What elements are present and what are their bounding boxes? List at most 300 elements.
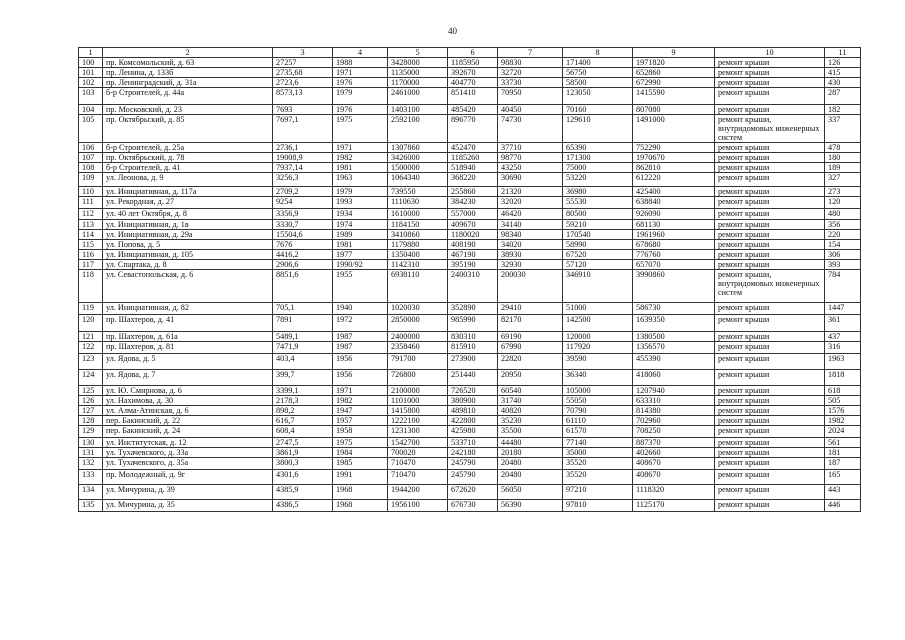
cell-row-number: 120 bbox=[79, 315, 103, 332]
cell-cost-city: 105000 bbox=[563, 386, 633, 396]
cell-cost-fund: 242180 bbox=[448, 448, 498, 458]
cell-year: 1968 bbox=[333, 485, 388, 500]
cell-total-cost: 1170000 bbox=[388, 78, 448, 88]
cell-area: 898,2 bbox=[273, 406, 333, 416]
cell-row-number: 116 bbox=[79, 250, 103, 260]
table-row bbox=[79, 220, 861, 230]
cell-cost-fund: 452470 bbox=[448, 143, 498, 153]
cell-cost-region: 35230 bbox=[498, 416, 563, 426]
cell-total-cost: 1307860 bbox=[388, 143, 448, 153]
column-header-row bbox=[79, 48, 861, 58]
cell-total-cost: 2100000 bbox=[388, 386, 448, 396]
cell-area: 7937,14 bbox=[273, 163, 333, 173]
cell-cost-owners: 1970670 bbox=[633, 153, 715, 163]
cell-address: ул. 40 лет Октября, д. 8 bbox=[103, 209, 273, 220]
cell-row-number: 109 bbox=[79, 173, 103, 187]
cell-total-cost: 1184150 bbox=[388, 220, 448, 230]
cell-address: пр. Октябрьский, д. 78 bbox=[103, 153, 273, 163]
cell-cost-per-sqm: 1963 bbox=[825, 354, 861, 370]
cell-cost-city: 58990 bbox=[563, 240, 633, 250]
cell-work-type: ремонт крыши bbox=[715, 250, 825, 260]
table-row bbox=[79, 370, 861, 386]
cell-work-type: ремонт крыши bbox=[715, 332, 825, 342]
cell-cost-per-sqm: 154 bbox=[825, 240, 861, 250]
cell-total-cost: 2592100 bbox=[388, 115, 448, 143]
cell-cost-region: 29410 bbox=[498, 303, 563, 315]
cell-address: ул. Тухачевского, д. 35а bbox=[103, 458, 273, 470]
cell-year: 1977 bbox=[333, 250, 388, 260]
cell-total-cost: 1350400 bbox=[388, 250, 448, 260]
cell-cost-fund: 726520 bbox=[448, 386, 498, 396]
table-row bbox=[79, 458, 861, 470]
cell-cost-city: 120000 bbox=[563, 332, 633, 342]
table-row bbox=[79, 470, 861, 485]
cell-work-type: ремонт крыши bbox=[715, 105, 825, 115]
cell-year: 1988 bbox=[333, 58, 388, 68]
cell-cost-per-sqm: 165 bbox=[825, 470, 861, 485]
cell-row-number: 100 bbox=[79, 58, 103, 68]
repair-register-table bbox=[78, 47, 861, 512]
column-header: 5 bbox=[388, 48, 448, 58]
cell-year: 1979 bbox=[333, 187, 388, 197]
cell-work-type: ремонт крыши bbox=[715, 342, 825, 354]
cell-year: 1993 bbox=[333, 197, 388, 209]
cell-cost-region: 98770 bbox=[498, 153, 563, 163]
cell-cost-owners: 807080 bbox=[633, 105, 715, 115]
cell-cost-owners: 681130 bbox=[633, 220, 715, 230]
cell-cost-per-sqm: 181 bbox=[825, 448, 861, 458]
cell-cost-owners: 657070 bbox=[633, 260, 715, 270]
cell-cost-owners: 1125170 bbox=[633, 500, 715, 512]
cell-cost-fund: 245790 bbox=[448, 470, 498, 485]
cell-area: 7891 bbox=[273, 315, 333, 332]
cell-row-number: 135 bbox=[79, 500, 103, 512]
table-row bbox=[79, 153, 861, 163]
cell-address: ул. Ядова, д. 5 bbox=[103, 354, 273, 370]
cell-cost-region: 70950 bbox=[498, 88, 563, 105]
cell-cost-city: 67520 bbox=[563, 250, 633, 260]
cell-row-number: 122 bbox=[79, 342, 103, 354]
cell-work-type: ремонт крыши bbox=[715, 354, 825, 370]
column-header: 7 bbox=[498, 48, 563, 58]
cell-cost-per-sqm: 1447 bbox=[825, 303, 861, 315]
cell-cost-owners: 1380500 bbox=[633, 332, 715, 342]
column-header: 4 bbox=[333, 48, 388, 58]
column-header: 9 bbox=[633, 48, 715, 58]
cell-cost-owners: 402660 bbox=[633, 448, 715, 458]
cell-cost-per-sqm: 478 bbox=[825, 143, 861, 153]
cell-cost-region: 37710 bbox=[498, 143, 563, 153]
cell-cost-per-sqm: 180 bbox=[825, 153, 861, 163]
cell-area: 27257 bbox=[273, 58, 333, 68]
cell-row-number: 101 bbox=[79, 68, 103, 78]
cell-cost-region: 22820 bbox=[498, 354, 563, 370]
cell-total-cost: 2358460 bbox=[388, 342, 448, 354]
cell-cost-owners: 1356570 bbox=[633, 342, 715, 354]
cell-work-type: ремонт крыши bbox=[715, 500, 825, 512]
cell-area: 2178,3 bbox=[273, 396, 333, 406]
cell-total-cost: 1231300 bbox=[388, 426, 448, 438]
cell-year: 1981 bbox=[333, 240, 388, 250]
cell-cost-per-sqm: 393 bbox=[825, 260, 861, 270]
cell-area: 3256,3 bbox=[273, 173, 333, 187]
cell-cost-city: 51000 bbox=[563, 303, 633, 315]
cell-address: ул. Институтская, д. 12 bbox=[103, 438, 273, 448]
cell-work-type: ремонт крыши bbox=[715, 68, 825, 78]
cell-cost-city: 58500 bbox=[563, 78, 633, 88]
column-header: 2 bbox=[103, 48, 273, 58]
cell-total-cost: 791700 bbox=[388, 354, 448, 370]
cell-work-type: ремонт крыши bbox=[715, 426, 825, 438]
cell-area: 616,7 bbox=[273, 416, 333, 426]
cell-cost-owners: 1207940 bbox=[633, 386, 715, 396]
cell-cost-region: 98830 bbox=[498, 58, 563, 68]
cell-row-number: 126 bbox=[79, 396, 103, 406]
cell-work-type: ремонт крыши bbox=[715, 58, 825, 68]
cell-cost-per-sqm: 273 bbox=[825, 187, 861, 197]
cell-cost-region: 60540 bbox=[498, 386, 563, 396]
table-row bbox=[79, 143, 861, 153]
cell-work-type: ремонт крыши bbox=[715, 220, 825, 230]
cell-cost-per-sqm: 356 bbox=[825, 220, 861, 230]
cell-address: ул. Инициативная, д. 29а bbox=[103, 230, 273, 240]
cell-row-number: 117 bbox=[79, 260, 103, 270]
cell-cost-city: 36980 bbox=[563, 187, 633, 197]
cell-year: 1958 bbox=[333, 426, 388, 438]
cell-address: ул. Ядова, д. 7 bbox=[103, 370, 273, 386]
cell-cost-city: 55530 bbox=[563, 197, 633, 209]
cell-cost-region: 34140 bbox=[498, 220, 563, 230]
cell-cost-region: 21320 bbox=[498, 187, 563, 197]
cell-cost-region: 32930 bbox=[498, 260, 563, 270]
page-number: 40 bbox=[448, 26, 457, 36]
cell-cost-owners: 408670 bbox=[633, 470, 715, 485]
cell-cost-owners: 887370 bbox=[633, 438, 715, 448]
cell-row-number: 118 bbox=[79, 270, 103, 303]
cell-cost-city: 346910 bbox=[563, 270, 633, 303]
cell-year: 1956 bbox=[333, 370, 388, 386]
cell-row-number: 119 bbox=[79, 303, 103, 315]
cell-area: 2906,6 bbox=[273, 260, 333, 270]
cell-address: ул. Инициативная, д. 82 bbox=[103, 303, 273, 315]
cell-year: 1985 bbox=[333, 458, 388, 470]
cell-cost-city: 36340 bbox=[563, 370, 633, 386]
cell-work-type: ремонт крыши bbox=[715, 173, 825, 187]
cell-cost-owners: 1971820 bbox=[633, 58, 715, 68]
cell-cost-owners: 633310 bbox=[633, 396, 715, 406]
cell-row-number: 124 bbox=[79, 370, 103, 386]
cell-address: пр. Ленинградский, д. 31а bbox=[103, 78, 273, 88]
cell-address: пр. Шахтеров, д. 41 bbox=[103, 315, 273, 332]
cell-address: пр. Октябрьский, д. 85 bbox=[103, 115, 273, 143]
cell-cost-fund: 395190 bbox=[448, 260, 498, 270]
cell-area: 4416,2 bbox=[273, 250, 333, 260]
cell-cost-fund: 409670 bbox=[448, 220, 498, 230]
cell-total-cost: 1403100 bbox=[388, 105, 448, 115]
cell-address: ул. Инициативная, д. 117а bbox=[103, 187, 273, 197]
table-row bbox=[79, 500, 861, 512]
cell-cost-region: 43250 bbox=[498, 163, 563, 173]
cell-cost-fund: 1180020 bbox=[448, 230, 498, 240]
cell-cost-region: 30690 bbox=[498, 173, 563, 187]
cell-row-number: 113 bbox=[79, 220, 103, 230]
cell-total-cost: 1222100 bbox=[388, 416, 448, 426]
cell-total-cost: 1179880 bbox=[388, 240, 448, 250]
cell-cost-region: 33730 bbox=[498, 78, 563, 88]
cell-cost-fund: 255860 bbox=[448, 187, 498, 197]
cell-cost-region: 32720 bbox=[498, 68, 563, 78]
cell-area: 7471,9 bbox=[273, 342, 333, 354]
cell-total-cost: 1956100 bbox=[388, 500, 448, 512]
cell-cost-owners: 708250 bbox=[633, 426, 715, 438]
cell-row-number: 132 bbox=[79, 458, 103, 470]
cell-cost-per-sqm: 561 bbox=[825, 438, 861, 448]
cell-cost-city: 97810 bbox=[563, 500, 633, 512]
cell-work-type: ремонт крыши bbox=[715, 209, 825, 220]
table-row bbox=[79, 250, 861, 260]
cell-area: 3861,9 bbox=[273, 448, 333, 458]
table-row bbox=[79, 230, 861, 240]
cell-cost-owners: 672990 bbox=[633, 78, 715, 88]
table-row bbox=[79, 406, 861, 416]
cell-cost-fund: 533710 bbox=[448, 438, 498, 448]
cell-area: 2709,2 bbox=[273, 187, 333, 197]
cell-cost-city: 39590 bbox=[563, 354, 633, 370]
cell-cost-city: 35520 bbox=[563, 470, 633, 485]
cell-cost-per-sqm: 287 bbox=[825, 88, 861, 105]
cell-total-cost: 1500000 bbox=[388, 163, 448, 173]
cell-total-cost: 2461000 bbox=[388, 88, 448, 105]
cell-work-type: ремонт крыши bbox=[715, 386, 825, 396]
cell-area: 7697,1 bbox=[273, 115, 333, 143]
cell-cost-owners: 814380 bbox=[633, 406, 715, 416]
column-header: 1 bbox=[79, 48, 103, 58]
column-header: 8 bbox=[563, 48, 633, 58]
table-row bbox=[79, 105, 861, 115]
table-row bbox=[79, 173, 861, 187]
table-row bbox=[79, 354, 861, 370]
cell-cost-fund: 384230 bbox=[448, 197, 498, 209]
cell-row-number: 134 bbox=[79, 485, 103, 500]
table-row bbox=[79, 187, 861, 197]
cell-work-type: ремонт крыши bbox=[715, 416, 825, 426]
cell-area: 7676 bbox=[273, 240, 333, 250]
cell-cost-city: 171300 bbox=[563, 153, 633, 163]
cell-cost-fund: 273900 bbox=[448, 354, 498, 370]
cell-year: 1990/92 bbox=[333, 260, 388, 270]
cell-cost-city: 97210 bbox=[563, 485, 633, 500]
cell-work-type: ремонт крыши bbox=[715, 315, 825, 332]
cell-year: 1976 bbox=[333, 78, 388, 88]
cell-area: 2747,5 bbox=[273, 438, 333, 448]
cell-cost-city: 65390 bbox=[563, 143, 633, 153]
cell-cost-fund: 815910 bbox=[448, 342, 498, 354]
cell-year: 1963 bbox=[333, 173, 388, 187]
cell-work-type: ремонт крыши bbox=[715, 458, 825, 470]
cell-cost-fund: 2400310 bbox=[448, 270, 498, 303]
cell-cost-owners: 638840 bbox=[633, 197, 715, 209]
cell-cost-city: 171400 bbox=[563, 58, 633, 68]
cell-cost-fund: 896770 bbox=[448, 115, 498, 143]
cell-row-number: 111 bbox=[79, 197, 103, 209]
column-header: 11 bbox=[825, 48, 861, 58]
cell-cost-per-sqm: 1818 bbox=[825, 370, 861, 386]
cell-work-type: ремонт крыши bbox=[715, 163, 825, 173]
cell-year: 1981 bbox=[333, 163, 388, 173]
cell-address: ул. Попова, д. 5 bbox=[103, 240, 273, 250]
cell-area: 4301,6 bbox=[273, 470, 333, 485]
cell-cost-per-sqm: 784 bbox=[825, 270, 861, 303]
cell-year: 1991 bbox=[333, 470, 388, 485]
cell-cost-region: 38930 bbox=[498, 250, 563, 260]
cell-year: 1955 bbox=[333, 270, 388, 303]
cell-area: 3399,1 bbox=[273, 386, 333, 396]
cell-cost-region: 34020 bbox=[498, 240, 563, 250]
cell-work-type: ремонт крыши bbox=[715, 197, 825, 209]
cell-year: 1987 bbox=[333, 342, 388, 354]
cell-row-number: 102 bbox=[79, 78, 103, 88]
table-row bbox=[79, 448, 861, 458]
cell-total-cost: 3428000 bbox=[388, 58, 448, 68]
cell-address: ул. Леонова, д. 9 bbox=[103, 173, 273, 187]
cell-address: пр. Шахтеров, д. 81 bbox=[103, 342, 273, 354]
cell-cost-owners: 586730 bbox=[633, 303, 715, 315]
cell-cost-city: 61110 bbox=[563, 416, 633, 426]
cell-cost-per-sqm: 316 bbox=[825, 342, 861, 354]
cell-work-type: ремонт крыши, внутридомовых инженерных систем bbox=[715, 115, 825, 143]
cell-row-number: 127 bbox=[79, 406, 103, 416]
table-row bbox=[79, 209, 861, 220]
cell-area: 8851,6 bbox=[273, 270, 333, 303]
cell-cost-owners: 455390 bbox=[633, 354, 715, 370]
cell-address: пер. Бакинский, д. 22 bbox=[103, 416, 273, 426]
cell-cost-fund: 672620 bbox=[448, 485, 498, 500]
cell-cost-city: 57120 bbox=[563, 260, 633, 270]
cell-cost-owners: 1639350 bbox=[633, 315, 715, 332]
cell-row-number: 115 bbox=[79, 240, 103, 250]
cell-cost-per-sqm: 327 bbox=[825, 173, 861, 187]
cell-work-type: ремонт крыши bbox=[715, 187, 825, 197]
cell-cost-fund: 830310 bbox=[448, 332, 498, 342]
cell-area: 3356,9 bbox=[273, 209, 333, 220]
cell-cost-fund: 851410 bbox=[448, 88, 498, 105]
cell-year: 1968 bbox=[333, 500, 388, 512]
cell-cost-city: 75000 bbox=[563, 163, 633, 173]
cell-year: 1971 bbox=[333, 143, 388, 153]
cell-address: б-р Строителей, д. 41 bbox=[103, 163, 273, 173]
cell-cost-city: 35520 bbox=[563, 458, 633, 470]
cell-cost-city: 170540 bbox=[563, 230, 633, 240]
table-row bbox=[79, 438, 861, 448]
table-row bbox=[79, 197, 861, 209]
cell-address: ул. Ю. Смирнова, д. 6 bbox=[103, 386, 273, 396]
cell-work-type: ремонт крыши bbox=[715, 448, 825, 458]
cell-address: ул. Мичурина, д. 35 bbox=[103, 500, 273, 512]
cell-cost-per-sqm: 337 bbox=[825, 115, 861, 143]
cell-work-type: ремонт крыши bbox=[715, 153, 825, 163]
cell-row-number: 121 bbox=[79, 332, 103, 342]
cell-total-cost: 1610000 bbox=[388, 209, 448, 220]
cell-year: 1975 bbox=[333, 438, 388, 448]
cell-cost-per-sqm: 437 bbox=[825, 332, 861, 342]
table-row bbox=[79, 58, 861, 68]
cell-area: 4386,5 bbox=[273, 500, 333, 512]
table-row bbox=[79, 260, 861, 270]
cell-work-type: ремонт крыши bbox=[715, 406, 825, 416]
table-row bbox=[79, 303, 861, 315]
cell-cost-per-sqm: 480 bbox=[825, 209, 861, 220]
cell-cost-city: 129610 bbox=[563, 115, 633, 143]
cell-address: б-р Строителей, д. 25а bbox=[103, 143, 273, 153]
cell-row-number: 107 bbox=[79, 153, 103, 163]
cell-address: пр. Московский, д. 23 bbox=[103, 105, 273, 115]
cell-year: 1972 bbox=[333, 315, 388, 332]
cell-area: 19008,9 bbox=[273, 153, 333, 163]
cell-total-cost: 726800 bbox=[388, 370, 448, 386]
cell-cost-owners: 776760 bbox=[633, 250, 715, 260]
cell-cost-fund: 489810 bbox=[448, 406, 498, 416]
cell-cost-fund: 425980 bbox=[448, 426, 498, 438]
cell-cost-city: 77140 bbox=[563, 438, 633, 448]
cell-cost-region: 20950 bbox=[498, 370, 563, 386]
cell-total-cost: 1064340 bbox=[388, 173, 448, 187]
cell-address: ул. Севастопольская, д. 6 bbox=[103, 270, 273, 303]
cell-cost-region: 20180 bbox=[498, 448, 563, 458]
table-row bbox=[79, 315, 861, 332]
cell-address: ул. Нахимова, д. 30 bbox=[103, 396, 273, 406]
cell-cost-owners: 612220 bbox=[633, 173, 715, 187]
cell-area: 4385,9 bbox=[273, 485, 333, 500]
table-row bbox=[79, 78, 861, 88]
cell-address: ул. Алма-Атинская, д. 6 bbox=[103, 406, 273, 416]
column-header: 3 bbox=[273, 48, 333, 58]
cell-cost-region: 20480 bbox=[498, 470, 563, 485]
cell-address: ул. Инициативная, д. 105 bbox=[103, 250, 273, 260]
cell-work-type: ремонт крыши bbox=[715, 88, 825, 105]
cell-area: 3330,7 bbox=[273, 220, 333, 230]
cell-area: 2736,1 bbox=[273, 143, 333, 153]
cell-cost-per-sqm: 306 bbox=[825, 250, 861, 260]
cell-row-number: 130 bbox=[79, 438, 103, 448]
cell-year: 1971 bbox=[333, 386, 388, 396]
cell-cost-region: 200030 bbox=[498, 270, 563, 303]
cell-cost-owners: 702960 bbox=[633, 416, 715, 426]
cell-cost-city: 117920 bbox=[563, 342, 633, 354]
cell-total-cost: 1101000 bbox=[388, 396, 448, 406]
cell-cost-fund: 557000 bbox=[448, 209, 498, 220]
cell-total-cost: 1020030 bbox=[388, 303, 448, 315]
cell-work-type: ремонт крыши bbox=[715, 78, 825, 88]
cell-cost-region: 69190 bbox=[498, 332, 563, 342]
cell-cost-fund: 392670 bbox=[448, 68, 498, 78]
cell-cost-fund: 352890 bbox=[448, 303, 498, 315]
cell-cost-city: 61570 bbox=[563, 426, 633, 438]
cell-cost-fund: 985990 bbox=[448, 315, 498, 332]
cell-total-cost: 1944200 bbox=[388, 485, 448, 500]
cell-row-number: 112 bbox=[79, 209, 103, 220]
table-row bbox=[79, 88, 861, 105]
cell-address: пр. Шахтеров, д. 61а bbox=[103, 332, 273, 342]
table-row bbox=[79, 342, 861, 354]
cell-cost-owners: 1491000 bbox=[633, 115, 715, 143]
cell-area: 7693 bbox=[273, 105, 333, 115]
cell-cost-per-sqm: 220 bbox=[825, 230, 861, 240]
cell-cost-per-sqm: 182 bbox=[825, 105, 861, 115]
cell-address: ул. Мичурина, д. 39 bbox=[103, 485, 273, 500]
cell-total-cost: 1542700 bbox=[388, 438, 448, 448]
cell-cost-owners: 1415590 bbox=[633, 88, 715, 105]
cell-total-cost: 3410860 bbox=[388, 230, 448, 240]
